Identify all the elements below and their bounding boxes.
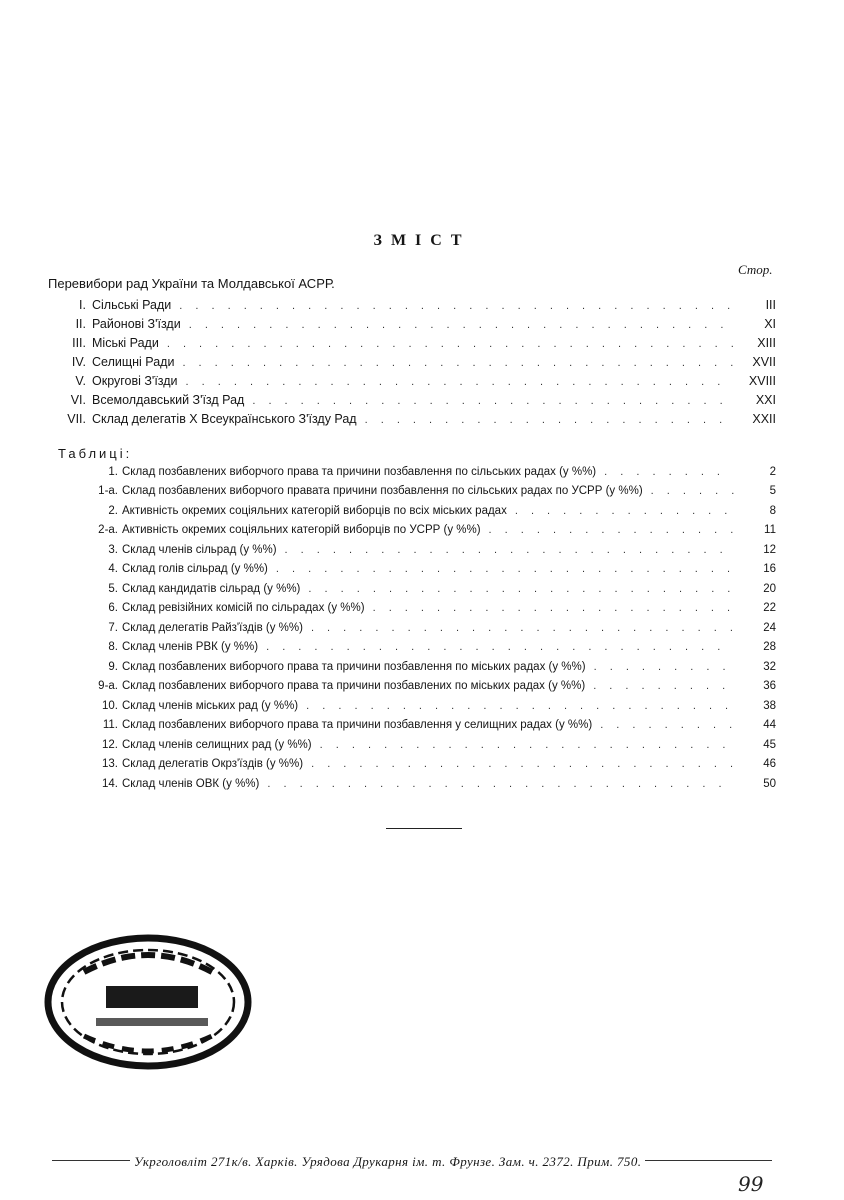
table-number: 7. <box>108 622 118 634</box>
section-numeral: VII. <box>67 412 86 426</box>
table-number: 8. <box>108 641 118 653</box>
table-row <box>88 778 776 796</box>
table-label: Склад членів селищних рад (у %%) <box>122 739 312 751</box>
leader-dots <box>365 414 734 426</box>
section-label: Склад делегатів X Всеукраїнського З'їзду Рад <box>92 412 357 426</box>
table-label: Склад членів міських рад (у %%) <box>122 700 299 712</box>
section-page: XXII <box>752 412 776 426</box>
printer-imprint: Укрголовліт 271к/в. Харків. Урядова Друкарня ім. т. Фрунзе. Зам. ч. 2372. Прим. 750. <box>130 1154 645 1170</box>
leader-dots <box>594 661 734 673</box>
table-label: Склад позбавлених виборчого правата причини позбавлення по сільських радах по УСРР (у %%) <box>122 485 643 497</box>
separator-rule <box>386 828 462 829</box>
section-page: XVIII <box>748 374 776 388</box>
table-row <box>88 719 776 737</box>
table-page: 46 <box>763 758 776 770</box>
section-row <box>62 298 776 316</box>
leader-dots <box>186 376 734 388</box>
table-row <box>88 739 776 757</box>
section-label: Округові З'їзди <box>92 374 178 388</box>
table-row <box>88 466 776 484</box>
table-number: 10. <box>102 700 118 712</box>
section-numeral: VI. <box>70 393 86 407</box>
table-number: 9. <box>108 661 118 673</box>
leader-dots <box>182 357 734 369</box>
section-page: XI <box>764 317 776 331</box>
leader-dots <box>373 602 734 614</box>
leader-dots <box>167 338 734 350</box>
section-numeral: IV. <box>71 355 86 369</box>
table-row <box>88 485 776 503</box>
table-number: 1-а. <box>98 485 118 497</box>
table-label: Склад позбавлених виборчого права та причини позбавлення у селищних радах (у %%) <box>122 719 593 731</box>
handwritten-number: 99 <box>738 1172 764 1196</box>
table-page: 20 <box>763 583 776 595</box>
table-label: Склад членів ОВК (у %%) <box>122 778 260 790</box>
section-numeral: II. <box>75 317 86 331</box>
leader-dots <box>276 563 734 575</box>
section-page: III <box>765 298 776 312</box>
table-page: 22 <box>763 602 776 614</box>
table-row <box>88 563 776 581</box>
table-label: Склад позбавлених виборчого права та причини позбавлення по міських радах (у %%) <box>122 661 586 673</box>
leader-dots <box>600 719 734 731</box>
table-number: 3. <box>108 544 118 556</box>
leader-dots <box>604 466 734 478</box>
table-row <box>88 680 776 698</box>
leader-dots <box>179 300 734 312</box>
toc-title: ЗМІСТ <box>373 232 471 249</box>
table-page: 16 <box>763 563 776 575</box>
section-row <box>62 374 776 392</box>
main-heading: Перевибори рад України та Молдавської АСРР. <box>48 276 335 291</box>
section-label: Районові З'їзди <box>92 317 181 331</box>
table-number: 11. <box>102 719 118 731</box>
table-page: 32 <box>763 661 776 673</box>
section-row <box>62 393 776 411</box>
table-label: Склад позбавлених виборчого права та причини позбавлення по сільських радах (у %%) <box>122 466 597 478</box>
table-page: 36 <box>763 680 776 692</box>
table-row <box>88 524 776 542</box>
table-page: 2 <box>769 466 776 478</box>
section-page: XXI <box>755 393 776 407</box>
section-label: Сільські Ради <box>92 298 172 312</box>
table-page: 24 <box>763 622 776 634</box>
leader-dots <box>311 622 734 634</box>
leader-dots <box>320 739 734 751</box>
leader-dots <box>311 758 734 770</box>
leader-dots <box>489 524 734 536</box>
table-page: 5 <box>769 485 776 497</box>
table-number: 14. <box>102 778 118 790</box>
table-page: 45 <box>763 739 776 751</box>
page-column-header: Стор. <box>738 262 773 277</box>
table-row <box>88 602 776 620</box>
section-label: Всемолдавський З'їзд Рад <box>92 393 245 407</box>
library-stamp <box>44 932 254 1072</box>
table-label: Активність окремих соціяльних категорій виборців по всіх міських радах <box>122 505 507 517</box>
table-page: 8 <box>769 505 776 517</box>
table-label: Склад членів РВК (у %%) <box>122 641 259 653</box>
leader-dots <box>593 680 734 692</box>
leader-dots <box>515 505 734 517</box>
section-numeral: I. <box>79 298 86 312</box>
table-page: 50 <box>763 778 776 790</box>
section-page: XIII <box>757 336 776 350</box>
table-label: Склад кандидатів сільрад (у %%) <box>122 583 301 595</box>
table-label: Склад членів сільрад (у %%) <box>122 544 277 556</box>
table-page: 44 <box>763 719 776 731</box>
section-label: Міські Ради <box>92 336 159 350</box>
section-row <box>62 317 776 335</box>
section-row <box>62 355 776 373</box>
section-label: Селищні Ради <box>92 355 175 369</box>
section-page: XVII <box>752 355 776 369</box>
table-number: 4. <box>108 563 118 575</box>
table-page: 11 <box>764 524 776 536</box>
table-row <box>88 622 776 640</box>
leader-dots <box>267 778 734 790</box>
table-page: 12 <box>763 544 776 556</box>
table-label: Склад позбавлених виборчого права та причини позбавлених по міських радах (у %%) <box>122 680 586 692</box>
table-row <box>88 583 776 601</box>
table-number: 13. <box>102 758 118 770</box>
table-page: 28 <box>763 641 776 653</box>
leader-dots <box>266 641 734 653</box>
section-row <box>62 336 776 354</box>
table-row <box>88 505 776 523</box>
table-label: Активність окремих соціяльних категорій виборців по УСРР (у %%) <box>122 524 481 536</box>
tables-heading: Таблиці: <box>58 446 133 461</box>
table-row <box>88 661 776 679</box>
table-label: Склад делегатів Окрз'їздів (у %%) <box>122 758 304 770</box>
leader-dots <box>651 485 734 497</box>
section-row <box>62 412 776 430</box>
table-label: Склад делегатів Райз'їздів (у %%) <box>122 622 303 634</box>
table-row <box>88 641 776 659</box>
table-number: 2. <box>108 505 118 517</box>
table-number: 12. <box>102 739 118 751</box>
table-number: 6. <box>108 602 118 614</box>
table-label: Склад ревізійних комісій по сільрадах (у %%) <box>122 602 365 614</box>
section-numeral: III. <box>72 336 86 350</box>
leader-dots <box>189 319 734 331</box>
table-page: 38 <box>763 700 776 712</box>
table-row <box>88 700 776 718</box>
leader-dots <box>252 395 734 407</box>
table-row <box>88 544 776 562</box>
table-number: 2-а. <box>98 524 118 536</box>
table-label: Склад голів сільрад (у %%) <box>122 563 268 575</box>
leader-dots <box>285 544 734 556</box>
table-number: 1. <box>108 466 118 478</box>
section-numeral: V. <box>75 374 86 388</box>
table-number: 9-а. <box>98 680 118 692</box>
leader-dots <box>306 700 734 712</box>
table-row <box>88 758 776 776</box>
table-number: 5. <box>108 583 118 595</box>
leader-dots <box>308 583 734 595</box>
